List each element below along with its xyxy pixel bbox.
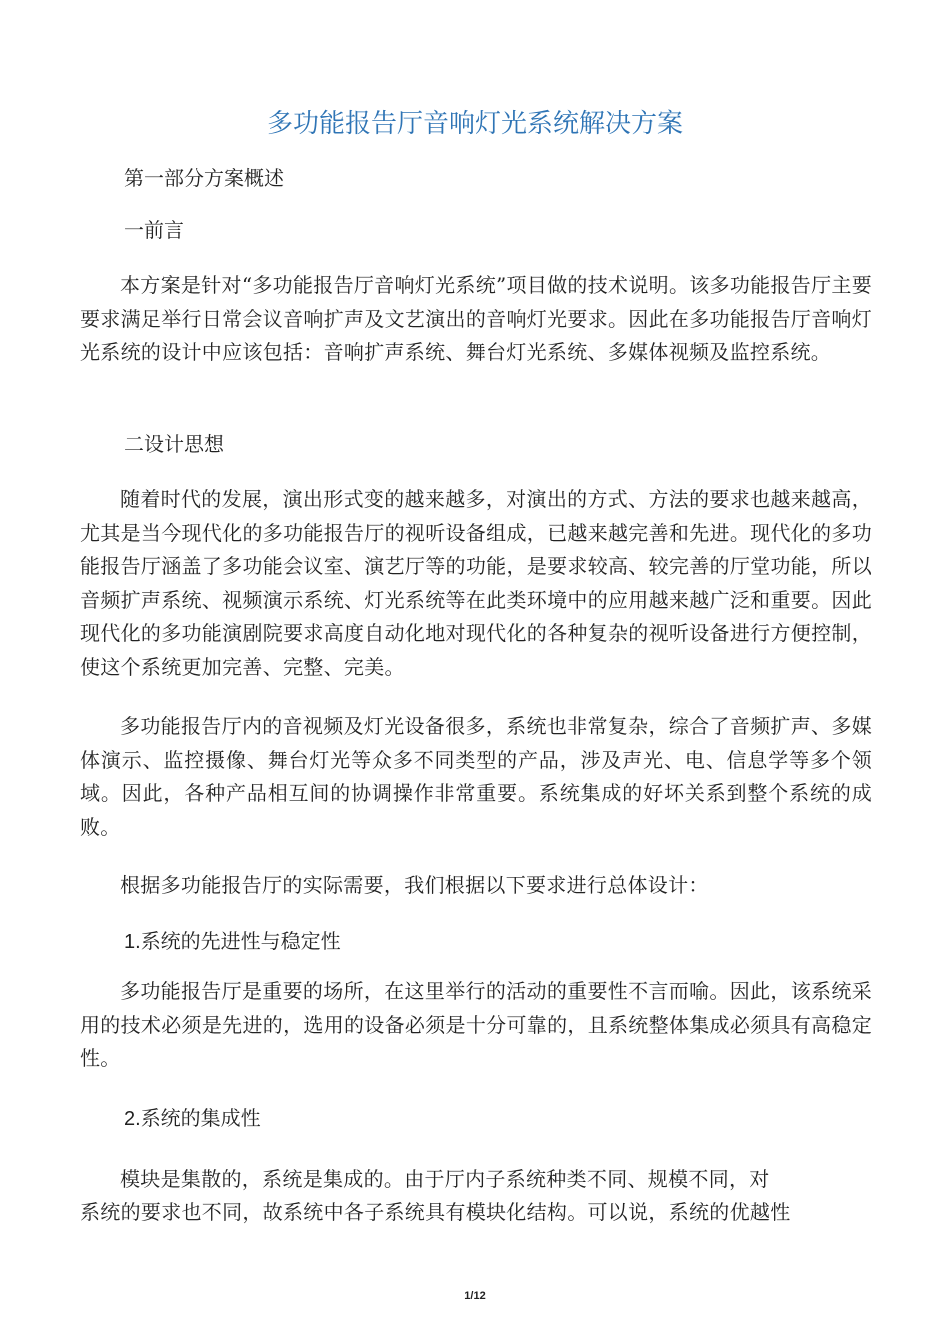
item-1-number: 1.	[124, 931, 141, 953]
item-2-heading	[124, 1102, 261, 1137]
preface-paragraph: 本方案是针对“多功能报告厅音响灯光系统”项目做的技术说明。该多功能报告厅主要要求满足举行日常会议音响扩声及文艺演出的音响灯光要求。因此在多功能报告厅音响灯光系统的设计中应该包括：音响扩声系统、舞台灯光系统、多媒体视频及监控系统。	[80, 273, 872, 365]
section-heading-design-idea: 二设计思想	[124, 432, 224, 456]
part-heading: 第一部分方案概述	[124, 166, 284, 190]
design-idea-paragraph-3: 根据多功能报告厅的实际需要，我们根据以下要求进行总体设计：	[120, 873, 709, 897]
design-idea-paragraph-1: 随着时代的发展，演出形式变的越来越多，对演出的方式、方法的要求也越来越高，尤其是当今现代化的多功能报告厅的视听设备组成，已越来越完善和先进。现代化的多功能报告厅涵盖了多功能会议室、演艺厅等的功能，是要求较高、较完善的厅堂功能，所以音频扩声系统、视频演示系统、灯光系统等在此类环境中的应用越来越广泛和重要。因此现代化的多功能演剧院要求高度自动化地对现代化的各种复杂的视听设备进行方便控制，使这个系统更加完善、完整、完美。	[80, 487, 872, 679]
design-idea-paragraph-2: 多功能报告厅内的音视频及灯光设备很多，系统也非常复杂，综合了音频扩声、多媒体演示、监控摄像、舞台灯光等众多不同类型的产品，涉及声光、电、信息学等多个领域。因此，各种产品相互间的协调操作非常重要。系统集成的好坏关系到整个系统的成败。	[80, 714, 872, 839]
item-1-paragraph: 多功能报告厅是重要的场所，在这里举行的活动的重要性不言而喻。因此，该系统采用的技术必须是先进的，选用的设备必须是十分可靠的，且系统整体集成必须具有高稳定性。	[80, 979, 872, 1071]
item-2-paragraph-line-2: 系统的要求也不同，故系统中各子系统具有模块化结构。可以说，系统的优越性	[80, 1200, 791, 1224]
section-heading-preface: 一前言	[124, 218, 184, 242]
item-1-heading	[124, 925, 341, 960]
item-1-title: 系统的先进性与稳定性	[140, 929, 341, 953]
item-2-paragraph-line-1: 模块是集散的，系统是集成的。由于厅内子系统种类不同、规模不同，对	[120, 1167, 770, 1191]
item-2-number: 2.	[124, 1108, 141, 1130]
item-2-title: 系统的集成性	[140, 1106, 261, 1130]
document-title: 多功能报告厅音响灯光系统解决方案	[266, 109, 683, 139]
page-indicator: 1/12	[464, 1290, 486, 1302]
